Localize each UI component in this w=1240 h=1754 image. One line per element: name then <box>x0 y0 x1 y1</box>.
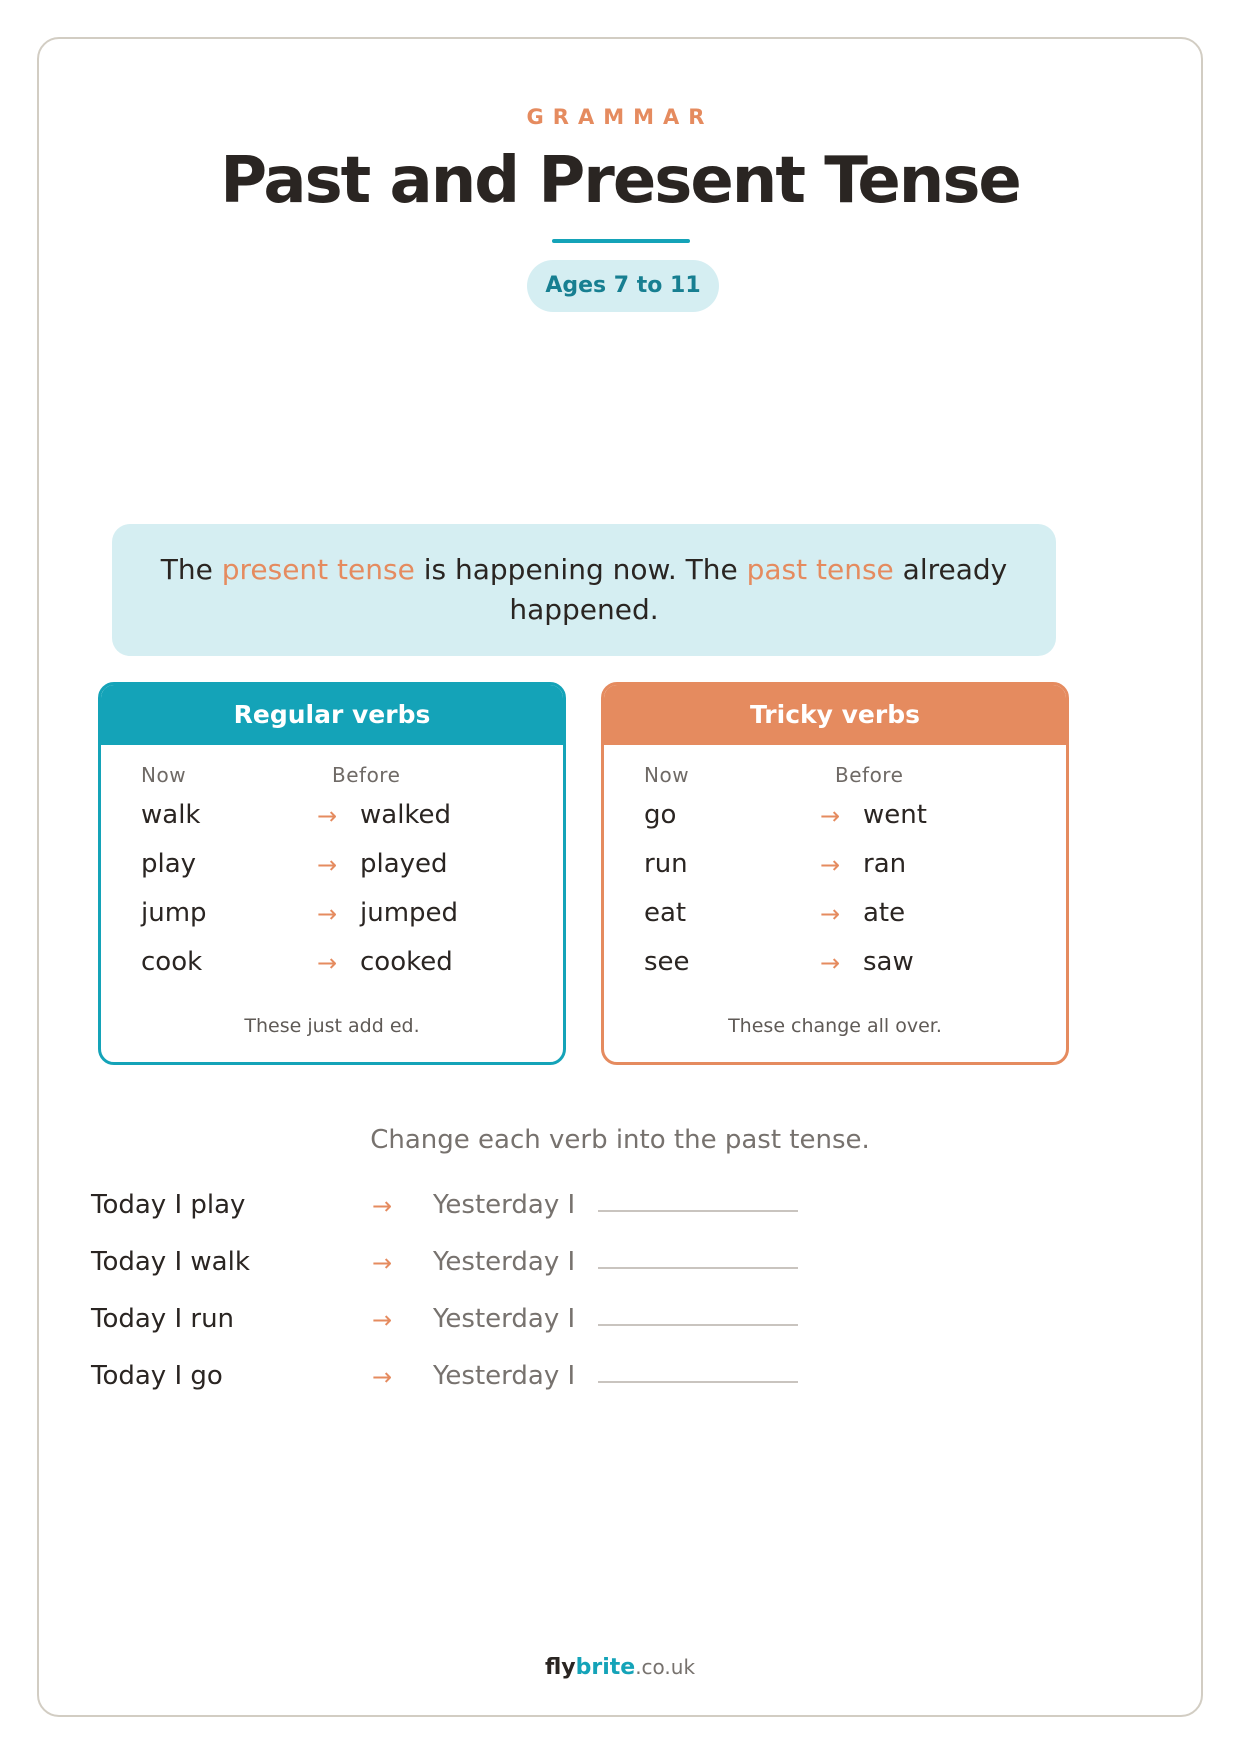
tricky-verbs-title: Tricky verbs <box>604 685 1066 745</box>
past-verb: went <box>863 800 927 830</box>
today-sentence: Today I go <box>91 1361 223 1391</box>
brand-brite: brite <box>575 1655 636 1680</box>
verb-row <box>101 947 563 987</box>
answer-line[interactable] <box>598 1381 798 1383</box>
arrow-icon: → <box>820 802 841 830</box>
arrow-icon: → <box>372 1363 393 1391</box>
verb-row <box>604 800 1066 840</box>
arrow-icon: → <box>317 949 338 977</box>
arrow-icon: → <box>372 1249 393 1277</box>
column-headers <box>604 763 1066 789</box>
arrow-icon: → <box>820 949 841 977</box>
today-sentence: Today I run <box>91 1304 235 1334</box>
present-verb: cook <box>141 947 203 977</box>
verb-row <box>604 849 1066 889</box>
arrow-icon: → <box>372 1306 393 1334</box>
past-tense-highlight: past tense <box>746 553 894 586</box>
present-verb: play <box>141 849 197 879</box>
verb-row <box>101 800 563 840</box>
present-tense-highlight: present tense <box>221 553 415 586</box>
arrow-icon: → <box>317 802 338 830</box>
past-verb: cooked <box>360 947 453 977</box>
arrow-icon: → <box>820 851 841 879</box>
tricky-verbs-card <box>601 682 1069 1065</box>
present-verb: walk <box>141 800 201 830</box>
regular-verbs-card <box>98 682 566 1065</box>
exercise-row <box>0 1361 1240 1401</box>
arrow-icon: → <box>820 900 841 928</box>
today-sentence: Today I play <box>91 1190 246 1220</box>
verb-row <box>101 898 563 938</box>
yesterday-prompt: Yesterday I <box>433 1247 576 1277</box>
before-column-header: Before <box>332 763 401 787</box>
yesterday-prompt: Yesterday I <box>433 1190 576 1220</box>
past-verb: ran <box>863 849 907 879</box>
present-verb: see <box>644 947 690 977</box>
past-verb: saw <box>863 947 914 977</box>
answer-line[interactable] <box>598 1324 798 1326</box>
verb-row <box>604 898 1066 938</box>
verb-row <box>101 849 563 889</box>
today-sentence: Today I walk <box>91 1247 250 1277</box>
arrow-icon: → <box>372 1192 393 1220</box>
exercise-row <box>0 1190 1240 1230</box>
arrow-icon: → <box>317 851 338 879</box>
brand-fly: fly <box>544 1655 576 1680</box>
before-column-header: Before <box>835 763 904 787</box>
past-verb: ate <box>863 898 906 928</box>
intro-text-2: is happening now. The <box>414 553 747 586</box>
present-verb: go <box>644 800 677 830</box>
past-verb: walked <box>360 800 452 830</box>
now-column-header: Now <box>141 763 187 787</box>
yesterday-prompt: Yesterday I <box>433 1304 576 1334</box>
regular-verbs-title: Regular verbs <box>101 685 563 745</box>
yesterday-prompt: Yesterday I <box>433 1361 576 1391</box>
past-verb: played <box>360 849 448 879</box>
exercise-row <box>0 1247 1240 1287</box>
intro-text-1: The <box>160 553 222 586</box>
answer-line[interactable] <box>598 1267 798 1269</box>
exercise-row <box>0 1304 1240 1344</box>
present-verb: run <box>644 849 688 879</box>
now-column-header: Now <box>644 763 690 787</box>
present-verb: jump <box>141 898 207 928</box>
present-verb: eat <box>644 898 687 928</box>
subject-label: GRAMMAR <box>526 105 714 129</box>
verb-row <box>604 947 1066 987</box>
page-title: Past and Present Tense <box>220 144 1020 218</box>
intro-panel <box>112 524 1056 656</box>
tricky-verbs-footnote: These change all over. <box>728 1015 942 1037</box>
regular-verbs-footnote: These just add ed. <box>244 1015 420 1037</box>
answer-line[interactable] <box>598 1210 798 1212</box>
brand-domain: .co.uk <box>635 1655 696 1679</box>
title-underline <box>552 239 690 243</box>
arrow-icon: → <box>317 900 338 928</box>
intro-text-3: already happened. <box>509 553 1008 626</box>
exercise-instruction: Change each verb into the past tense. <box>370 1125 870 1155</box>
past-verb: jumped <box>360 898 459 928</box>
brand-footer[interactable] <box>0 1655 1240 1680</box>
age-badge: Ages 7 to 11 <box>527 260 719 312</box>
column-headers <box>101 763 563 789</box>
